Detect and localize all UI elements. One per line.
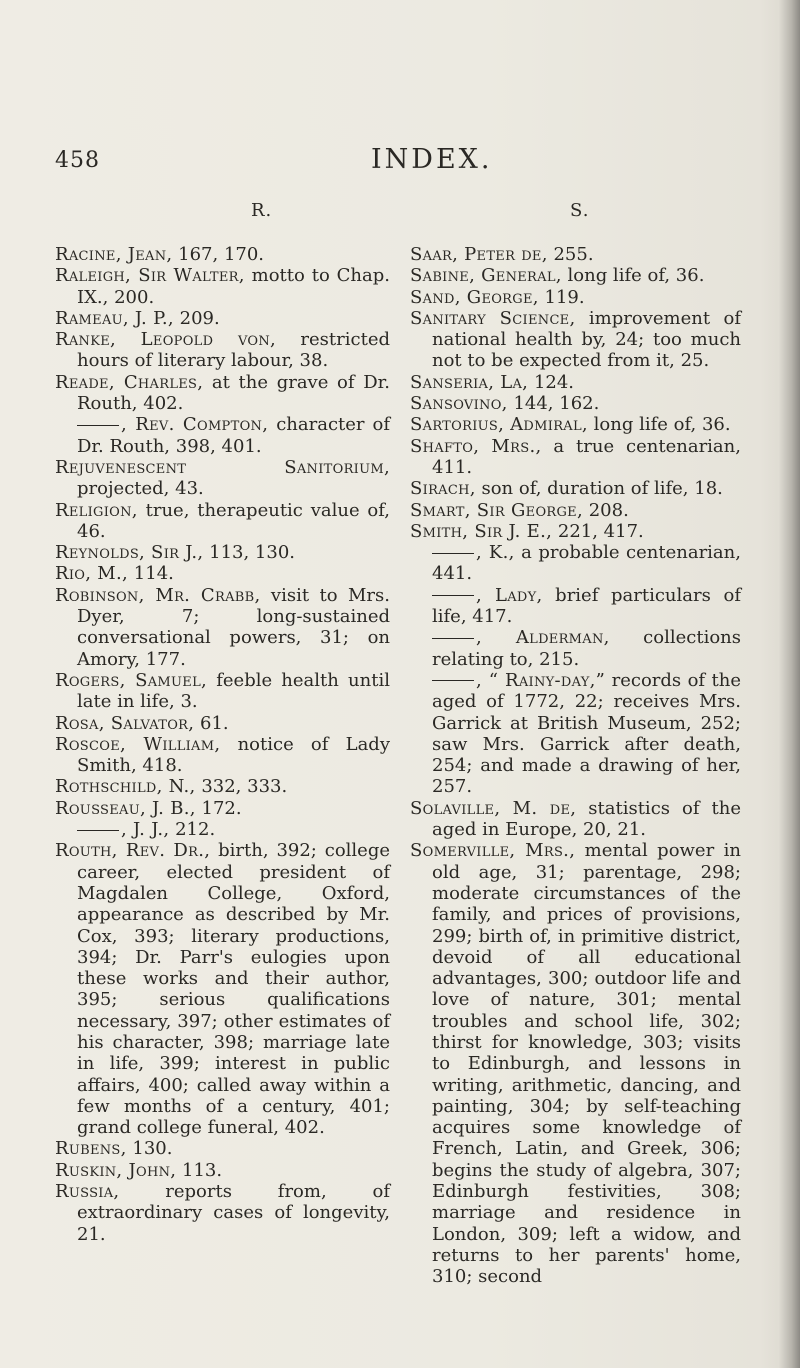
- entry-text: records of the aged of 1772, 22; receives Mrs. Garrick at British Museum, 252; saw Mrs. Garrick after death, 254; and made a drawing of her, 257.: [432, 669, 741, 798]
- entry-text: character of Dr. Routh, 398, 401.: [77, 414, 390, 457]
- entry-text: a true centenarian, 411.: [432, 435, 741, 478]
- entry-text: son of, duration of life, 18.: [475, 478, 723, 500]
- entry-text: birth, 392; college career, elected president of Magdalen College, Oxford, appearance as described by Mr. Cox, 393; literary productions, 394; Dr. Parr's eulogies upon these works and their author, 395; serious qualifications necessary, 397; other estimates of his character, 398; marriage late in life, 399; interest in public affairs, 400; called away within a few months of a century, 401; grand college funeral, 402.: [77, 840, 390, 1139]
- entry-heading: Ruskin, John,: [55, 1159, 177, 1181]
- index-entry: [410, 393, 741, 414]
- entry-heading: , J. J.,: [121, 819, 170, 841]
- index-entry: [410, 244, 741, 265]
- index-entry: [55, 776, 390, 797]
- entry-heading: Rubens,: [55, 1138, 127, 1160]
- entry-heading: Rosa, Salvator,: [55, 712, 195, 734]
- index-entry: [55, 308, 390, 329]
- page-number: 458: [55, 148, 100, 173]
- ditto-dash: [77, 425, 119, 426]
- entry-text: feeble health until late in life, 3.: [77, 669, 390, 713]
- entry-text: long life of, 36.: [587, 414, 731, 436]
- entry-heading: Ranke, Leopold von,: [55, 329, 277, 351]
- entry-heading: Sanitary Science,: [410, 307, 576, 329]
- index-entry: [410, 521, 741, 542]
- entry-text: motto to Chap. IX., 200.: [77, 265, 390, 308]
- index-entry: [410, 372, 741, 393]
- entry-heading: Shafto, Mrs.,: [410, 435, 542, 457]
- entry-text: 212.: [169, 819, 216, 841]
- entry-text: notice of Lady Smith, 418.: [77, 733, 390, 777]
- entry-heading: , K.,: [476, 542, 515, 564]
- entry-text: 119.: [538, 286, 585, 308]
- entry-text: 255.: [547, 244, 594, 265]
- entry-text: improvement of national health by, 24; too much not to be expected from it, 25.: [432, 307, 741, 372]
- index-entry: [55, 1181, 390, 1245]
- entry-text: mental power in old age, 31; parentage, 298; moderate circumstances of the family, and prices of provisions, 299; birth of, in primitive district, devoid of all educational advantages, 300; outdoor life and love of nature, 301; mental troubles and school life, 302; thirst for knowledge, 303; visits to Edinburgh, and lessons in writing, arithmetic, dancing, and painting, 304; by self-teaching acquires some knowledge of French, Latin, and Greek, 306; begins the study of algebra, 307; Edinburgh festivities, 308; marriage and residence in London, 309; left a widow, and returns to her parents' home, 310; second: [432, 840, 741, 1288]
- index-entry: [55, 670, 390, 713]
- page-header: [0, 144, 800, 178]
- entry-text: long life of, 36.: [561, 265, 705, 287]
- left-column-letter: R.: [251, 200, 273, 221]
- entry-heading: , Lady,: [476, 584, 543, 606]
- index-entry: [410, 436, 741, 479]
- index-entry: [55, 840, 390, 1138]
- index-entry: [55, 713, 390, 734]
- index-entry: [410, 414, 741, 435]
- entry-heading: Routh, Rev. Dr.,: [55, 840, 211, 862]
- entry-text: 124.: [528, 371, 575, 393]
- index-entry: [55, 372, 390, 415]
- index-entry: [410, 798, 741, 841]
- entry-heading: Rogers, Samuel,: [55, 669, 208, 691]
- entry-text: reports from, of extraordinary cases of longevity, 21.: [77, 1181, 390, 1245]
- entry-heading: Somerville, Mrs.,: [410, 840, 576, 862]
- ditto-dash: [432, 680, 474, 681]
- index-entry: [410, 478, 741, 499]
- book-spine-shadow: [778, 0, 800, 1368]
- index-entry: [55, 563, 390, 584]
- index-entry: [55, 585, 390, 670]
- entry-heading: Rousseau, J. B.,: [55, 797, 196, 819]
- entry-text: at the grave of Dr. Routh, 402.: [77, 371, 390, 415]
- index-entry: [410, 670, 741, 798]
- entry-text: collections relating to, 215.: [432, 627, 742, 670]
- entry-text: true, therapeutic value of, 46.: [77, 499, 390, 542]
- entry-heading: Sirach,: [410, 478, 476, 500]
- entry-heading: , Alderman,: [476, 627, 610, 649]
- running-head: INDEX.: [371, 144, 493, 175]
- index-entry: [410, 840, 741, 1287]
- entry-text: 167, 170.: [172, 244, 265, 265]
- entry-heading: Sanseria, La,: [410, 371, 529, 393]
- index-entry: [410, 308, 741, 372]
- entry-text: 209.: [173, 307, 220, 329]
- entry-heading: Rothschild, N.,: [55, 776, 196, 798]
- entry-heading: Rio, M.,: [55, 563, 129, 585]
- entry-heading: Racine, Jean,: [55, 244, 173, 265]
- ditto-dash: [432, 638, 474, 639]
- entry-text: 61.: [194, 712, 229, 734]
- entry-text: 113.: [176, 1159, 223, 1181]
- index-entry: [55, 734, 390, 777]
- entry-heading: Solaville, M. de,: [410, 797, 577, 819]
- entry-heading: Reynolds, Sir J.,: [55, 542, 204, 564]
- entry-text: 332, 333.: [195, 776, 288, 798]
- ditto-dash: [432, 553, 474, 554]
- entry-heading: Religion,: [55, 499, 138, 521]
- index-entry: [410, 500, 741, 521]
- index-entry: [410, 287, 741, 308]
- entry-text: 208.: [583, 499, 629, 521]
- right-index-column: [410, 244, 741, 1288]
- entry-text: 144, 162.: [507, 393, 600, 415]
- entry-heading: , Rev. Compton,: [121, 414, 269, 436]
- entry-heading: Robinson, Mr. Crabb,: [55, 584, 261, 606]
- entry-heading: Smart, Sir George,: [410, 499, 583, 521]
- index-entry: [55, 414, 390, 457]
- index-entry: [410, 585, 741, 628]
- ditto-dash: [432, 595, 474, 596]
- entry-heading: Rejuvenescent Sanitorium,: [55, 456, 390, 478]
- entry-text: statistics of the aged in Europe, 20, 21.: [432, 797, 741, 841]
- index-entry: [55, 1160, 390, 1181]
- entry-heading: Raleigh, Sir Walter,: [55, 265, 245, 287]
- entry-heading: Smith, Sir J. E.,: [410, 520, 553, 542]
- index-entry: [55, 819, 390, 840]
- index-entry: [410, 265, 741, 286]
- index-entry: [55, 457, 390, 500]
- entry-heading: , “ Rainy-day,”: [476, 669, 606, 691]
- index-entry: [55, 329, 390, 372]
- entry-text: 114.: [128, 563, 174, 585]
- entry-heading: Sansovino,: [410, 393, 508, 415]
- entry-heading: Sabine, General,: [410, 265, 562, 287]
- entry-text: 130.: [126, 1138, 173, 1160]
- index-entry: [410, 627, 741, 670]
- right-column-letter: S.: [570, 200, 590, 221]
- index-entry: [55, 500, 390, 543]
- entry-heading: Russia,: [55, 1181, 120, 1203]
- entry-text: 172.: [195, 797, 242, 819]
- entry-heading: Sartorius, Admiral,: [410, 414, 588, 436]
- entry-heading: Rameau, J. P.,: [55, 307, 174, 329]
- entry-text: brief particulars of life, 417.: [432, 584, 741, 628]
- entry-text: visit to Mrs. Dyer, 7; long-sustained conversational powers, 31; on Amory, 177.: [77, 584, 390, 670]
- index-entry: [410, 542, 741, 585]
- entry-heading: Reade, Charles,: [55, 371, 204, 393]
- entry-text: 221, 417.: [552, 520, 644, 542]
- entry-heading: Sand, George,: [410, 286, 539, 308]
- index-entry: [55, 798, 390, 819]
- entry-text: a probable centenarian, 441.: [432, 542, 741, 585]
- index-entry: [55, 1138, 390, 1159]
- entry-heading: Roscoe, William,: [55, 733, 221, 755]
- index-entry: [55, 244, 390, 265]
- entry-text: projected, 43.: [77, 478, 204, 500]
- index-entry: [55, 265, 390, 308]
- entry-text: restricted hours of literary labour, 38.: [77, 329, 390, 372]
- entry-heading: Saar, Peter de,: [410, 244, 548, 265]
- index-entry: [55, 542, 390, 563]
- entry-text: 113, 130.: [203, 542, 296, 564]
- ditto-dash: [77, 830, 119, 831]
- left-index-column: [55, 244, 390, 1245]
